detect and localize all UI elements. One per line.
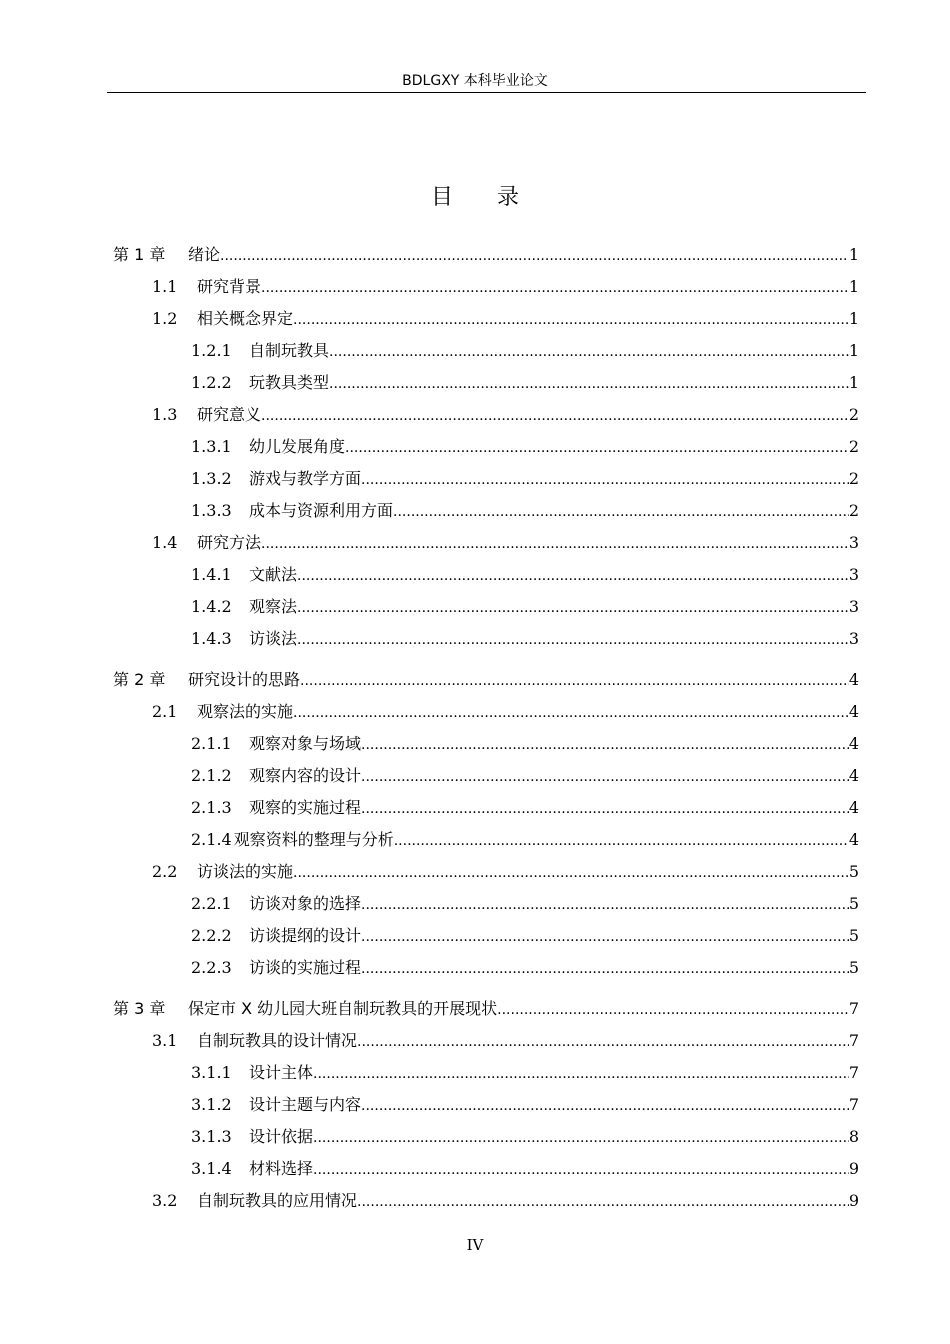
toc-entry-page: 9 [848,1191,859,1210]
toc-dot-leader [297,568,849,584]
toc-entry-page: 3 [848,565,859,584]
toc-dot-leader [261,280,849,296]
toc-chapter-entry[interactable] [113,667,859,689]
toc-entry-label: 自制玩教具 [249,341,330,360]
toc-entry-page: 1 [848,373,859,392]
toc-dot-leader [293,312,849,328]
toc-entry-page: 3 [848,629,859,648]
toc-entry-number: 1.3.1 [191,437,232,456]
toc-entry[interactable] [152,1028,859,1050]
toc-entry-number: 第 3 章 [113,999,166,1018]
toc-entry-label: 设计依据 [249,1127,314,1146]
toc-entry-page: 4 [848,734,859,753]
toc-entry-page: 4 [848,670,859,689]
toc-entry[interactable] [191,434,859,456]
toc-dot-leader [329,376,849,392]
toc-entry-number: 2.1.3 [191,798,232,817]
toc-entry-number: 1.2 [152,309,178,328]
running-header: BDLGXY 本科毕业论文 [402,73,548,89]
toc-entry-number: 2.1.4 [191,830,232,849]
toc-entry[interactable] [191,370,859,392]
toc-dot-leader [357,1194,849,1210]
toc-entry-label: 设计主题与内容 [249,1095,362,1114]
toc-entry[interactable] [191,1060,859,1082]
toc-entry-number: 第 1 章 [113,245,166,264]
toc-entry-page: 4 [848,798,859,817]
toc-entry-page: 7 [848,999,859,1018]
toc-entry-number: 3.1.3 [191,1127,232,1146]
toc-entry-page: 5 [848,862,859,881]
toc-entry-label: 幼儿发展角度 [249,437,346,456]
toc-entry-label: 自制玩教具的设计情况 [197,1031,358,1050]
toc-entry-number: 2.2 [152,862,178,881]
toc-entry-label: 保定市 X 幼儿园大班自制玩教具的开展现状 [188,999,498,1018]
toc-entry-number: 1.1 [152,277,178,296]
toc-entry-number: 1.3.3 [191,501,232,520]
toc-entry-page: 3 [848,533,859,552]
toc-entry-number: 1.3.2 [191,469,232,488]
toc-entry[interactable] [152,1188,859,1210]
toc-dot-leader [361,929,849,945]
toc-entry-label: 玩教具类型 [249,373,330,392]
toc-dot-leader [329,344,849,360]
toc-dot-leader [297,632,849,648]
toc-entry-number: 2.1 [152,702,178,721]
toc-entry-label: 访谈的实施过程 [249,958,362,977]
toc-entry-page: 3 [848,597,859,616]
toc-entry-page: 2 [848,405,859,424]
toc-entry-page: 5 [848,926,859,945]
toc-entry-label: 访谈对象的选择 [249,894,362,913]
toc-dot-leader [393,504,849,520]
toc-entry-label: 访谈法 [249,629,298,648]
toc-entry-number: 2.2.1 [191,894,232,913]
toc-entry-label: 观察资料的整理与分析 [233,830,394,849]
toc-entry-page: 4 [848,830,859,849]
toc-entry-label: 研究方法 [197,533,262,552]
toc-entry[interactable] [191,1092,859,1114]
toc-dot-leader [361,472,849,488]
toc-entry[interactable] [191,1156,859,1178]
toc-dot-leader [313,1130,849,1146]
toc-entry[interactable] [191,594,859,616]
toc-entry[interactable] [191,763,859,785]
toc-entry-number: 1.2.2 [191,373,232,392]
toc-entry-page: 9 [848,1159,859,1178]
toc-dot-leader [300,673,849,689]
toc-entry-label: 自制玩教具的应用情况 [197,1191,358,1210]
toc-entry-label: 成本与资源利用方面 [249,501,394,520]
toc-entry[interactable] [191,562,859,584]
toc-entry-number: 第 2 章 [113,670,166,689]
toc-dot-leader [497,1002,849,1018]
toc-entry-label: 相关概念界定 [197,309,294,328]
toc-entry-number: 1.4 [152,533,178,552]
toc-dot-leader [394,833,849,849]
toc-entry-label: 绪论 [188,245,221,264]
toc-entry-label: 观察法的实施 [197,702,294,721]
toc-entry-label: 研究意义 [197,405,262,424]
toc-entry-label: 游戏与教学方面 [249,469,362,488]
toc-entry-number: 3.1.1 [191,1063,232,1082]
toc-entry-number: 3.1.2 [191,1095,232,1114]
toc-entry-number: 2.2.2 [191,926,232,945]
toc-entry[interactable] [191,891,859,913]
toc-entry-number: 3.1 [152,1031,178,1050]
toc-entry-number: 1.2.1 [191,341,232,360]
toc-entry-label: 访谈法的实施 [197,862,294,881]
toc-entry[interactable] [152,530,859,552]
toc-entry-number: 3.2 [152,1191,178,1210]
toc-entry[interactable] [152,306,859,328]
toc-entry-label: 研究背景 [197,277,262,296]
toc-entry[interactable] [191,795,859,817]
toc-entry-page: 7 [848,1095,859,1114]
toc-dot-leader [313,1162,849,1178]
toc-dot-leader [313,1066,849,1082]
toc-dot-leader [361,737,849,753]
toc-entry-label: 观察法 [249,597,298,616]
toc-entry-page: 1 [848,341,859,360]
toc-entry[interactable] [152,699,859,721]
toc-entry-page: 1 [848,277,859,296]
toc-entry[interactable] [191,338,859,360]
toc-entry-page: 5 [848,958,859,977]
toc-entry[interactable] [191,955,859,977]
header-rule [107,92,866,93]
toc-dot-leader [293,705,849,721]
toc-entry-label: 设计主体 [249,1063,314,1082]
toc-entry-page: 7 [848,1063,859,1082]
toc-entry[interactable] [191,626,859,648]
toc-entry-page: 7 [848,1031,859,1050]
toc-entry-page: 1 [848,309,859,328]
toc-entry-number: 1.4.3 [191,629,232,648]
page-number: IV [466,1236,484,1254]
toc-dot-leader [361,961,849,977]
toc-entry-number: 1.4.2 [191,597,232,616]
toc-entry-number: 2.1.1 [191,734,232,753]
toc-dot-leader [261,536,849,552]
toc-dot-leader [361,769,849,785]
toc-entry-label: 材料选择 [249,1159,314,1178]
toc-dot-leader [345,440,849,456]
toc-chapter-entry[interactable] [113,242,859,264]
toc-entry[interactable] [191,498,859,520]
toc-entry-label: 观察内容的设计 [249,766,362,785]
toc-chapter-entry[interactable] [113,996,859,1018]
toc-entry-page: 4 [848,766,859,785]
toc-entry[interactable] [191,731,859,753]
toc-entry-label: 文献法 [249,565,298,584]
toc-entry-label: 研究设计的思路 [188,670,301,689]
toc-dot-leader [293,865,849,881]
toc-entry[interactable] [152,274,859,296]
toc-dot-leader [261,408,849,424]
toc-entry-label: 观察对象与场域 [249,734,362,753]
toc-entry[interactable] [191,466,859,488]
toc-dot-leader [220,248,849,264]
toc-entry[interactable] [152,402,859,424]
toc-title: 目录 [430,185,563,210]
toc-dot-leader [361,801,849,817]
toc-entry-number: 1.4.1 [191,565,232,584]
toc-entry-page: 5 [848,894,859,913]
toc-entry-page: 2 [848,501,859,520]
toc-entry-number: 1.3 [152,405,178,424]
toc-entry[interactable] [191,1124,859,1146]
toc-entry-label: 观察的实施过程 [249,798,362,817]
toc-entry-page: 2 [848,469,859,488]
toc-entry[interactable] [191,827,859,849]
toc-dot-leader [297,600,849,616]
toc-entry-number: 2.1.2 [191,766,232,785]
toc-dot-leader [357,1034,849,1050]
toc-entry-page: 2 [848,437,859,456]
toc-entry-number: 3.1.4 [191,1159,232,1178]
toc-entry-label: 访谈提纲的设计 [249,926,362,945]
toc-dot-leader [361,1098,849,1114]
toc-entry[interactable] [152,859,859,881]
toc-entry-page: 4 [848,702,859,721]
toc-dot-leader [361,897,849,913]
toc-entry-page: 1 [848,245,859,264]
toc-entry-page: 8 [848,1127,859,1146]
toc-entry[interactable] [191,923,859,945]
toc-entry-number: 2.2.3 [191,958,232,977]
